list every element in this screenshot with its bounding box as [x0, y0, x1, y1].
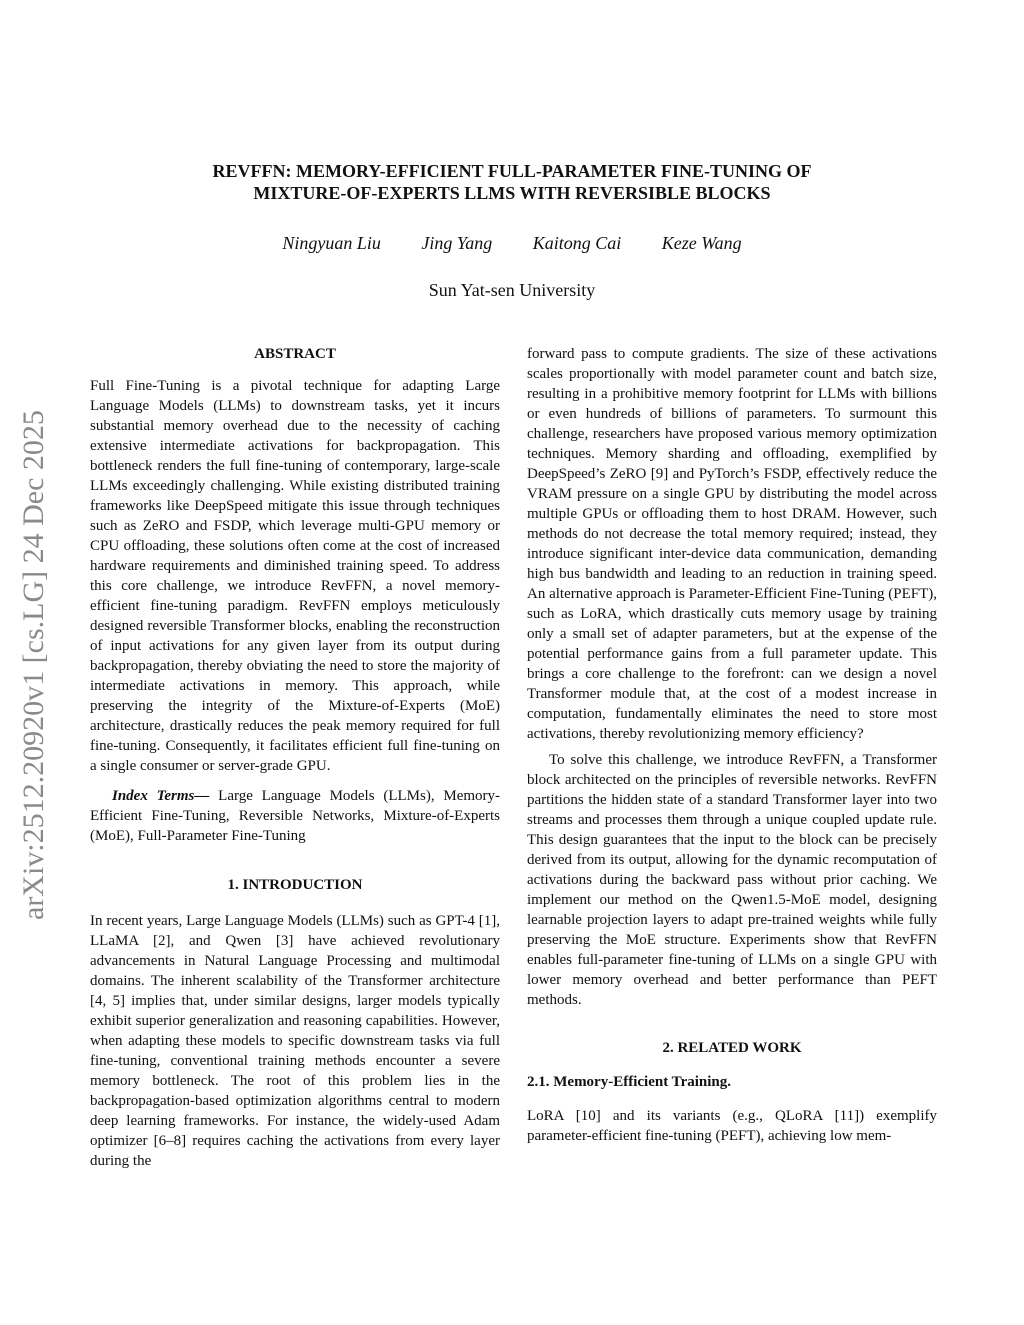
author-name: Kaitong Cai	[532, 233, 622, 253]
introduction-heading: 1. INTRODUCTION	[227, 877, 363, 893]
author-list	[120, 232, 904, 254]
index-terms-text: Large Language Models (LLMs), Memory-Efficient Fine-Tuning, Reversible Networks, Mixture-of-Experts (MoE), Full-Parameter Fine-Tuning	[90, 788, 501, 844]
index-terms-label: Index Terms—	[112, 788, 210, 804]
memory-efficient-training-subheading: 2.1. Memory-Efficient Training.	[527, 1074, 731, 1090]
introduction-paragraph-1-continued: forward pass to compute gradients. The size of these activations scales proportionally with model parameter count and batch size, resulting in a prohibitive memory footprint for LLMs with billions or even hundreds of billions of parameters. To surmount this challenge, researchers have proposed various memory optimization techniques. Memory sharding and offloading, exemplified by DeepSpeed’s ZeRO [9] and PyTorch’s FSDP, effectively reduce the VRAM pressure on a single GPU by distributing the model across multiple GPUs or offloading them to host DRAM. However, such methods do not decrease the total memory required; instead, they introduce significant inter-device data communication, demanding high bus bandwidth and leading to an reduction in training speed. An alternative approach is Parameter-Efficient Fine-Tuning (PEFT), such as LoRA, which drastically cuts memory usage by training only a small set of adapter parameters, but at the expense of the potential performance gains from a full parameter update. This brings a core challenge to the forefront: can we design a novel Transformer module that, at the cost of a modest increase in computation, fundamentally eliminates the need to store most activations, thereby revolutionizing memory efficiency?	[527, 346, 938, 742]
index-terms	[90, 786, 500, 846]
author-name: Keze Wang	[661, 233, 742, 253]
abstract-text: Full Fine-Tuning is a pivotal technique for adapting Large Language Models (LLMs) to downstream tasks, yet it incurs substantial memory overhead due to the necessity of caching extensive intermediate activations for backpropagation. This bottleneck renders the full fine-tuning of contemporary, large-scale LLMs exceedingly challenging. While existing distributed training frameworks like DeepSpeed mitigate this issue through techniques such as ZeRO and FSDP, which leverage multi-GPU memory or CPU offloading, these solutions often come at the cost of increased hardware requirements and diminished training speed. To address this core challenge, we introduce RevFFN, a novel memory-efficient fine-tuning paradigm. RevFFN employs meticulously designed reversible Transformer blocks, enabling the reconstruction of input activations for any given layer from its output during backpropagation, thereby obviating the need to store the majority of intermediate activations in memory. This approach, while preserving the integrity of the Mixture-of-Experts (MoE) architecture, drastically reduces the peak memory required for full fine-tuning. Consequently, it facilitates efficient full fine-tuning on a single consumer or server-grade GPU.	[90, 378, 500, 774]
author-name: Jing Yang	[421, 233, 493, 253]
title-line-2: MIXTURE-OF-EXPERTS LLMS WITH REVERSIBLE BLOCKS	[253, 183, 771, 203]
abstract-heading: ABSTRACT	[254, 346, 336, 362]
left-column	[90, 344, 500, 1171]
related-work-heading: 2. RELATED WORK	[662, 1040, 802, 1056]
arxiv-identifier: arXiv:2512.20920v1 [cs.LG] 24 Dec 2025	[17, 410, 50, 920]
title-line-1: REVFFN: MEMORY-EFFICIENT FULL-PARAMETER FINE-TUNING OF	[212, 161, 812, 181]
affiliation: Sun Yat-sen University	[428, 280, 596, 300]
related-work-text: LoRA [10] and its variants (e.g., QLoRA [11]) exemplify parameter-efficient fine-tuning (PEFT), achieving low mem-	[527, 1108, 937, 1144]
introduction-paragraph-1: In recent years, Large Language Models (LLMs) such as GPT-4 [1], LLaMA [2], and Qwen [3] have achieved revolutionary advancements in Natural Language Processing and multimodal domains. The inherent scalability of the Transformer architecture [4, 5] implies that, under similar designs, larger models typically exhibit superior generalization and reasoning capabilities. However, when adapting these models to specific downstream tasks via full fine-tuning, conventional training methods encounter a severe memory bottleneck. The root of this problem lies in the backpropagation-based optimization algorithms central to modern deep learning frameworks. For instance, the widely-used Adam optimizer [6–8] requires caching the activations from every layer during the	[90, 913, 500, 1169]
right-column	[527, 344, 937, 1146]
author-name: Ningyuan Liu	[282, 233, 381, 253]
paper-title	[120, 160, 904, 204]
introduction-paragraph-2: To solve this challenge, we introduce RevFFN, a Transformer block architected on the principles of reversible networks. RevFFN partitions the hidden state of a standard Transformer layer into two streams and processes them through a unique coupled update rule. This design guarantees that the input to the block can be precisely derived from its output, allowing for the dynamic recomputation of activations during the backward pass without prior caching. We implement our method on the Qwen1.5-MoE model, designing learnable projection layers to adapt pre-trained weights while fully preserving the MoE structure. Experiments show that RevFFN enables full-parameter fine-tuning of LLMs on a single GPU with lower memory overhead and better performance than PEFT methods.	[527, 752, 937, 1008]
